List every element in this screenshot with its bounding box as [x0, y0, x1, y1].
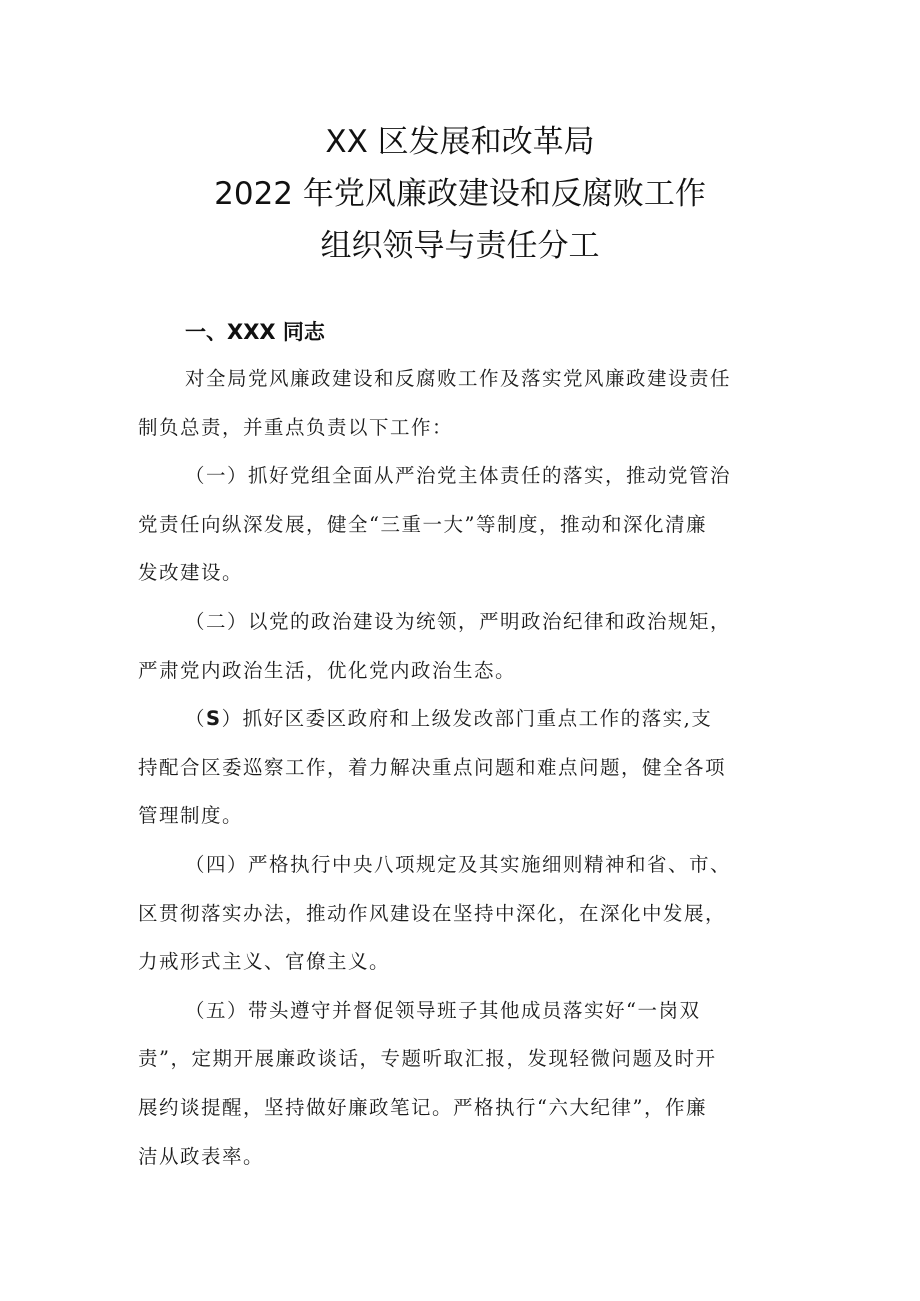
- paragraph-line: 管理制度。: [138, 804, 244, 828]
- item-number-close: ）: [221, 707, 243, 731]
- paragraph-line: （二）以党的政治建设为统领，严明政治纪律和政治规矩，: [185, 609, 732, 633]
- paragraph-item-3: [138, 695, 793, 841]
- paragraph-line: 严肃党内政治生活，优化党内政治生态。: [138, 658, 517, 682]
- title-line-3: 组织领导与责任分工: [320, 228, 600, 264]
- item-number-open: （: [185, 707, 207, 731]
- paragraph-line: 党责任向纵深发展，健全“三重一大”等制度，推动和深化清廉: [138, 512, 707, 536]
- paragraph-item-1: [138, 452, 793, 598]
- title-line-2: 2022 年党风廉政建设和反腐败工作: [214, 176, 706, 212]
- paragraph-intro: [138, 355, 793, 452]
- paragraph-line: （五）带头遵守并督促领导班子其他成员落实好“一岗双: [185, 998, 701, 1022]
- section-heading: 一、XXX 同志: [185, 320, 325, 344]
- paragraph-line: [138, 695, 793, 744]
- paragraph-line: （四）严格执行中央八项规定及其实施细则精神和省、市、: [185, 852, 732, 876]
- paragraph-line: 力戒形式主义、官僚主义。: [138, 950, 391, 974]
- paragraph-item-4: [138, 841, 793, 987]
- paragraph-line: 展约谈提醒，坚持做好廉政笔记。严格执行“六大纪律”，作廉: [138, 1095, 707, 1119]
- paragraph-line: （一）抓好党组全面从严治党主体责任的落实，推动党管治: [185, 464, 732, 488]
- paragraph-line: 持配合区委巡察工作，着力解决重点问题和难点问题，健全各项: [138, 755, 727, 779]
- paragraph-line: 责”，定期开展廉政谈话，专题听取汇报，发现轻微问题及时开: [138, 1047, 717, 1071]
- paragraph-line: 对全局党风廉政建设和反腐败工作及落实党风廉政建设责任: [185, 367, 732, 390]
- paragraph-line-rest: 抓好区委区政府和上级发改部门重点工作的落实,支: [242, 707, 713, 731]
- paragraph-line: 制负总责，并重点负责以下工作：: [138, 415, 454, 439]
- body-text: [138, 355, 793, 1181]
- paragraph-line: 区贯彻落实办法，推动作风建设在坚持中深化，在深化中发展，: [138, 901, 727, 925]
- paragraph-item-5: [138, 987, 793, 1181]
- paragraph-item-2: [138, 598, 793, 695]
- title-line-1: XX 区发展和改革局: [325, 124, 595, 160]
- paragraph-line: 洁从政表率。: [138, 1144, 265, 1168]
- paragraph-line: 发改建设。: [138, 561, 244, 585]
- document-title: [0, 116, 920, 272]
- item-number-letter: S: [206, 707, 222, 731]
